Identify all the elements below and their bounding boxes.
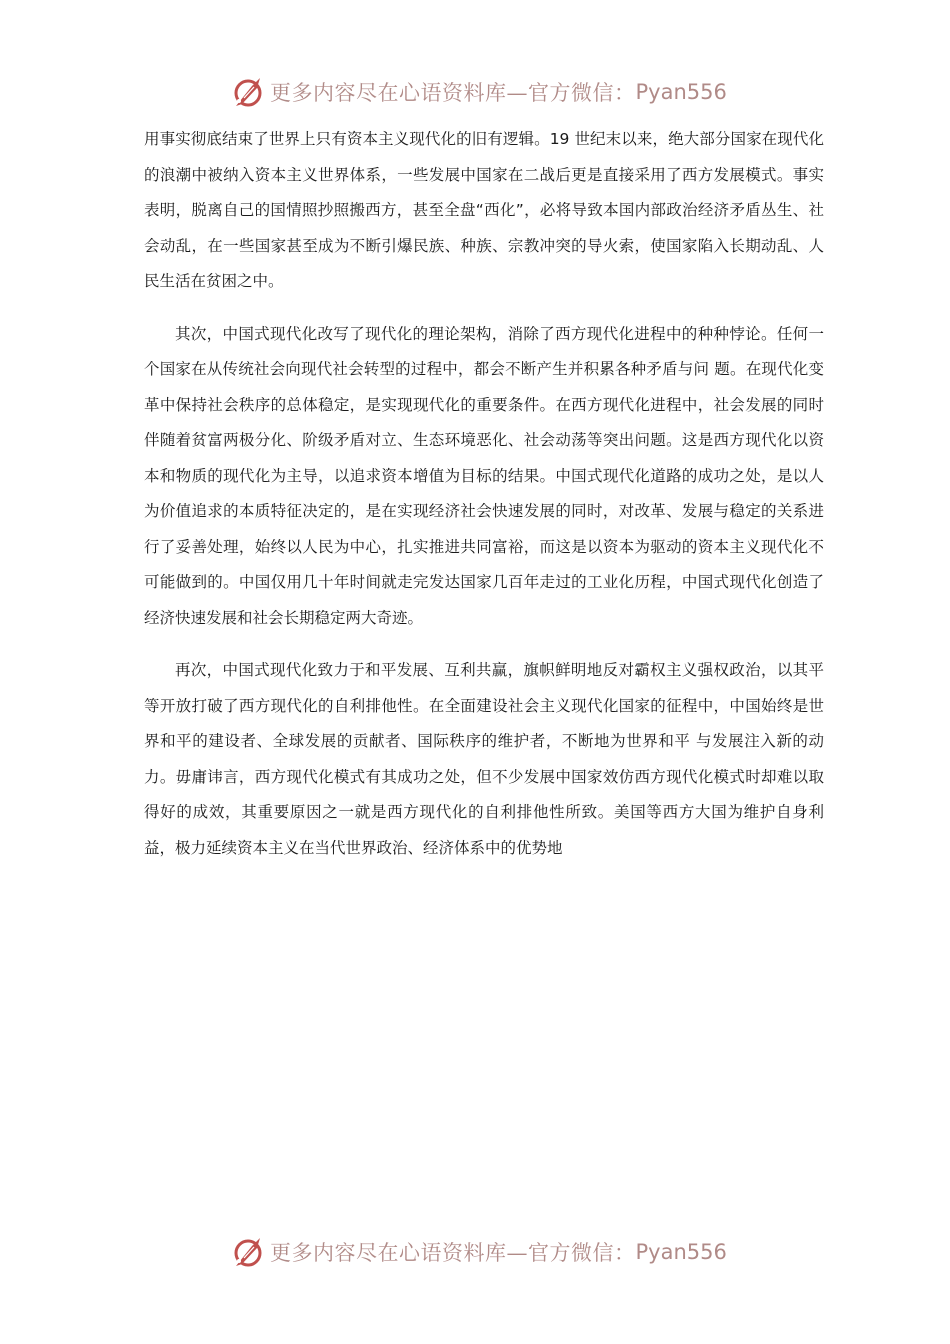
banner-wechat-id: Pyan556 — [635, 80, 727, 104]
banner-slogan: 更多内容尽在心语资料库—官方微信： — [270, 81, 636, 105]
footer-banner — [230, 1232, 727, 1272]
document-body — [144, 122, 824, 883]
header-banner — [230, 72, 727, 112]
banner-slogan: 更多内容尽在心语资料库—官方微信： — [270, 1241, 636, 1265]
paragraph-2: 其次，中国式现代化改写了现代化的理论架构，消除了西方现代化进程中的种种悖论。任何一个国家在从传统社会向现代社会转型的过程中，都会不断产生并积累各种矛盾与问 题。在现代化变革中保持社会秩序的总体稳定，是实现现代化的重要条件。在西方现代化进程中，社会发展的同时伴随着贫富两极分化、阶级矛盾对立、生态环境恶化、社会动荡等突出问题。这是西方现代化以资本和物质的现代化为主导，以追求资本增值为目标的结果。中国式现代化道路的成功之处，是以人为价值追求的本质特征决定的，是在实现经济社会快速发展的同时，对改革、发展与稳定的关系进行了妥善处理，始终以人民为中心，扎实推进共同富裕，而这是以资本为驱动的资本主义现代化不可能做到的。中国仅用几十年时间就走完发达国家几百年走过的工业化历程，中国式现代化创造了经济快速发展和社会长期稳定两大奇迹。 — [144, 324, 824, 627]
paragraph-1: 用事实彻底结束了世界上只有资本主义现代化的旧有逻辑。19 世纪末以来，绝大部分国家在现代化的浪潮中被纳入资本主义世界体系，一些发展中国家在二战后更是直接采用了西方发展模式。事实表明，脱离自己的国情照抄照搬西方，甚至全盘“西化”，必将导致本国内部政治经济矛盾丛生、社会动乱，在一些国家甚至成为不断引爆民族、种族、宗教冲突的导火索，使国家陷入长期动乱、人民生活在贫困之中。 — [144, 130, 824, 290]
quill-seal-logo-icon — [230, 74, 266, 110]
banner-wechat-id: Pyan556 — [635, 1240, 727, 1264]
quill-seal-logo-icon — [230, 1234, 266, 1270]
paragraph-3: 再次，中国式现代化致力于和平发展、互利共赢，旗帜鲜明地反对霸权主义强权政治，以其平等开放打破了西方现代化的自利排他性。在全面建设社会主义现代化国家的征程中，中国始终是世界和平的建设者、全球发展的贡献者、国际秩序的维护者，不断地为世界和平 与发展注入新的动力。毋庸讳言，西方现代化模式有其成功之处，但不少发展中国家效仿西方现代化模式时却难以取得好的成效，其重要原因之一就是西方现代化的自利排他性所致。美国等西方大国为维护自身利益，极力延续资本主义在当代世界政治、经济体系中的优势地 — [144, 661, 824, 857]
